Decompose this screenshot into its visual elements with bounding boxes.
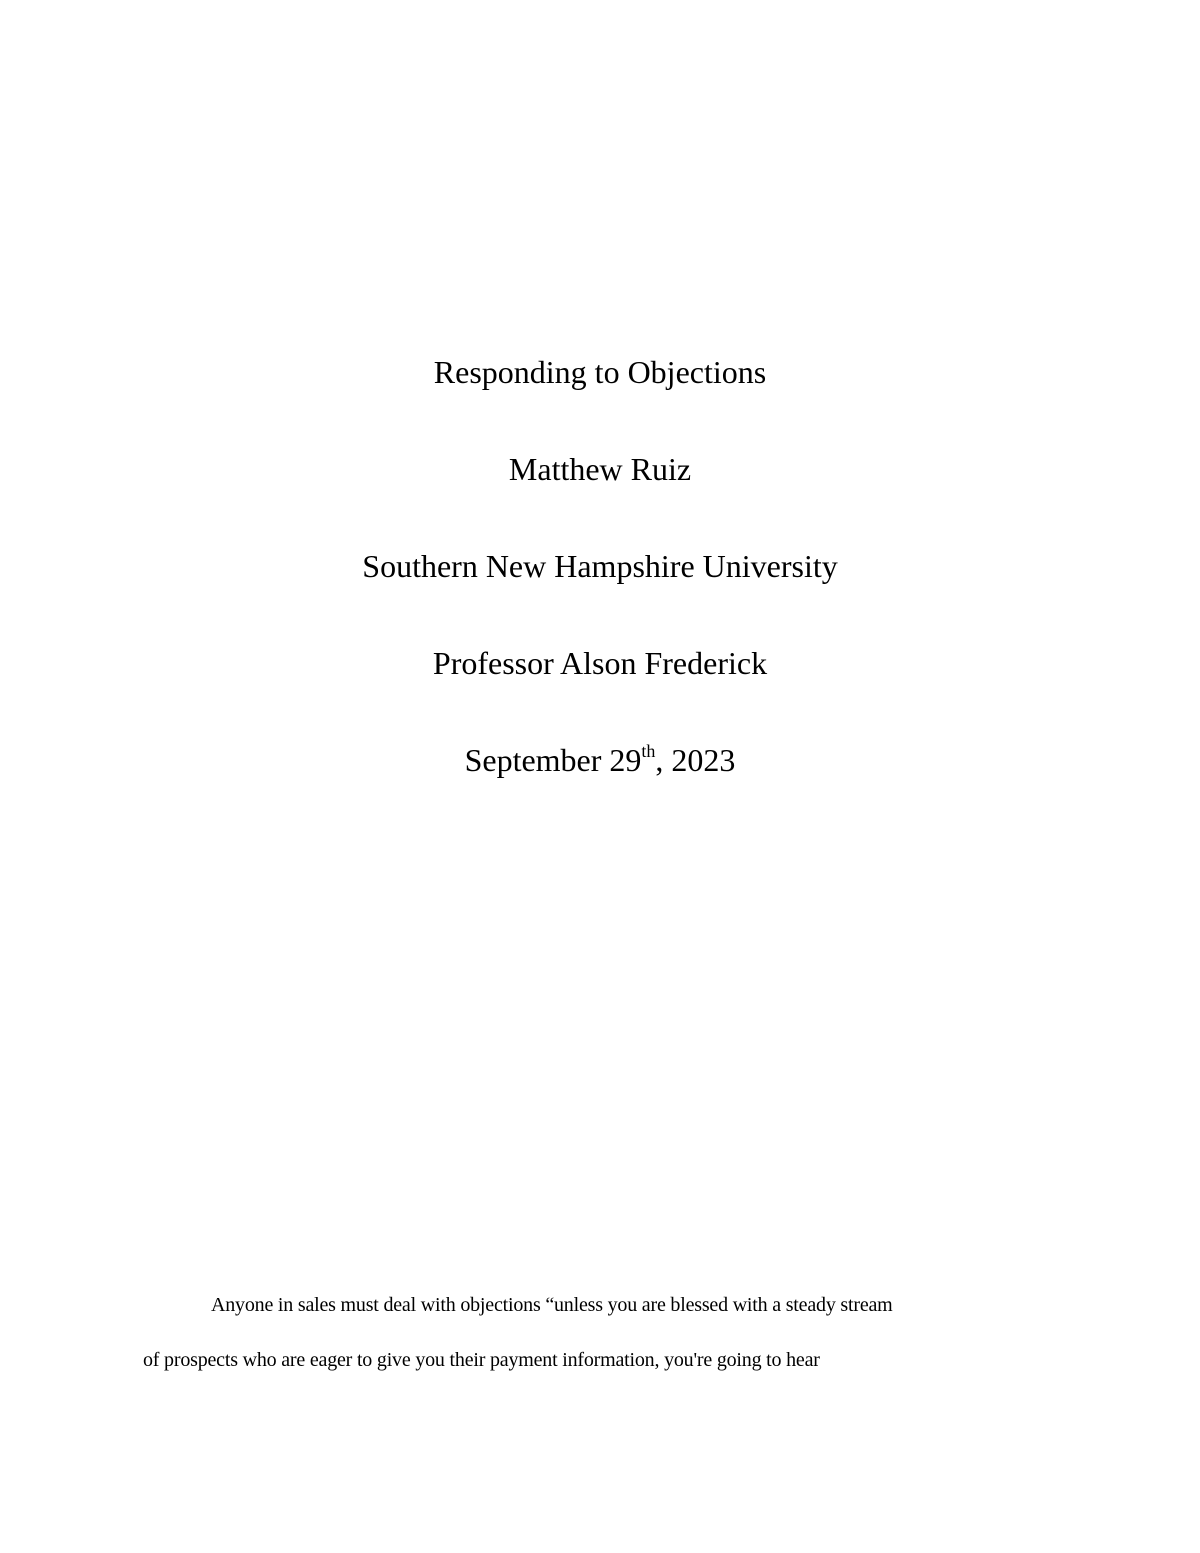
date-ordinal-suffix: th	[641, 741, 656, 761]
title-page-block	[0, 350, 1200, 835]
date-month-day: September 29	[464, 742, 642, 778]
submission-date	[0, 738, 1200, 782]
body-paragraph-line: Anyone in sales must deal with objections “unless you are blessed with a steady stream	[211, 1294, 893, 1316]
institution-name: Southern New Hampshire University	[362, 548, 838, 584]
paper-title: Responding to Objections	[433, 354, 767, 390]
body-paragraph-line: of prospects who are eager to give you their payment information, you're going to hear	[143, 1349, 820, 1371]
date-year: , 2023	[655, 742, 736, 778]
author-name: Matthew Ruiz	[508, 451, 692, 487]
instructor-name: Professor Alson Frederick	[432, 645, 768, 681]
